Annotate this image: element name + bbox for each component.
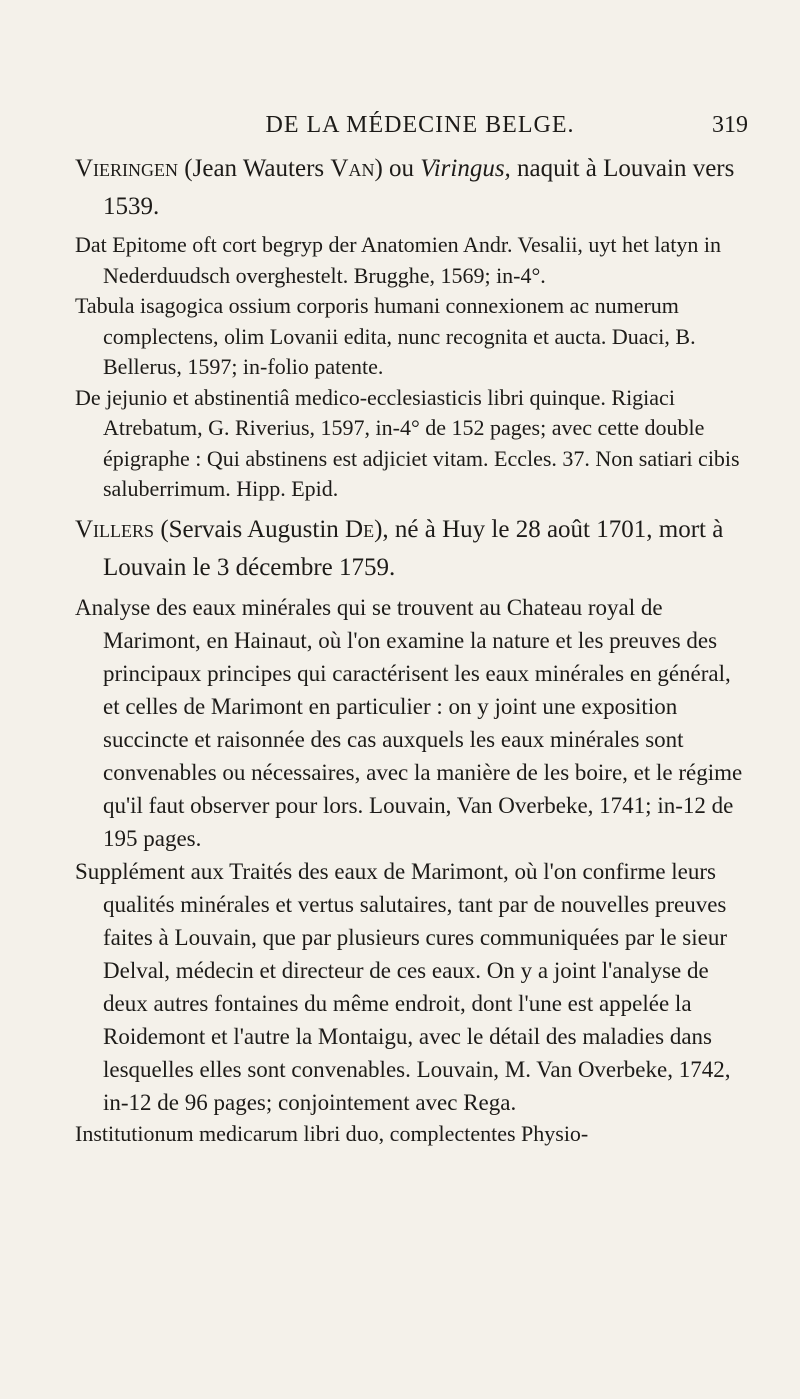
page-number: 319 — [712, 112, 748, 138]
work-title: Institutionum medicarum libri duo, complectentes Physio- — [75, 1120, 589, 1146]
heading-text: (Jean Wauters — [178, 155, 331, 182]
page-header — [0, 112, 800, 148]
name-particle: De — [345, 515, 375, 543]
entry-heading-vieringen — [75, 150, 745, 226]
work-title: Analyse des eaux minérales qui se trouvent au Chateau royal de Marimont, en Hainaut, où l'on examine la nature et les preuves des principaux principes qui caractérisent les eaux minérales en général, et celles de Marimont en particulier : on y joint une exposition succincte et raisonnée des cas auxquels les eaux minérales sont convenables ou nécessaires, avec la manière de les boire, et le régime qu'il faut observer pour lors. Louvain, Van Overbeke, 1741; in-12 de 195 pages. — [75, 594, 743, 851]
heading-text: ), né à Huy le 28 août 1701, mort à Louvain le 3 décembre 1759. — [103, 515, 724, 581]
heading-text: naquit à Louvain vers 1539. — [103, 155, 735, 220]
name-particle: Van — [330, 155, 375, 182]
latin-name: Viringus, — [420, 155, 511, 182]
running-title: DE LA MÉDECINE BELGE. — [265, 112, 575, 138]
heading-text: (Servais Augustin — [154, 515, 346, 543]
work-title: De jejunio et abstinentiâ medico-ecclesiasticis libri quinque. Rigiaci Atrebatum, G. Riverius, 1597, in-4° de 152 pages; avec cette double épigraphe : Qui abstinens est adjiciet vitam. Eccles. 37. Non satiari cibis saluberrimum. Hipp. Epid. — [75, 384, 740, 501]
work-title: Supplément aux Traités des eaux de Marimont, où l'on confirme leurs qualités minérales et vertus salutaires, tant par de nouvelles preuves faites à Louvain, que par plusieurs cures communiquées par le sieur Delval, médecin et directeur de ces eaux. On y a joint l'analyse de deux autres fontaines du même endroit, dont l'une est appelée la Roidemont et l'autre la Montaigu, avec le détail des maladies dans lesquelles elles sont convenables. Louvain, M. Van Overbeke, 1742, in-12 de 96 pages; conjointement avec Rega. — [75, 858, 731, 1115]
heading-text: ) ou — [374, 155, 421, 182]
author-name: Vieringen — [75, 155, 179, 182]
work-title: Dat Epitome oft cort begryp der Anatomien Andr. Vesalii, uyt het latyn in Nederduudsch overghestelt. Brugghe, 1569; in-4°. — [75, 232, 722, 288]
work-title: Tabula isagogica ossium corporis humani connexionem ac numerum complectens, olim Lovanii edita, nunc recognita et aucta. Duaci, B. Bellerus, 1597; in-folio patente. — [75, 293, 696, 379]
entry-heading-villers — [75, 511, 745, 587]
bibliography-body — [75, 150, 745, 1149]
author-name: Villers — [75, 515, 155, 543]
